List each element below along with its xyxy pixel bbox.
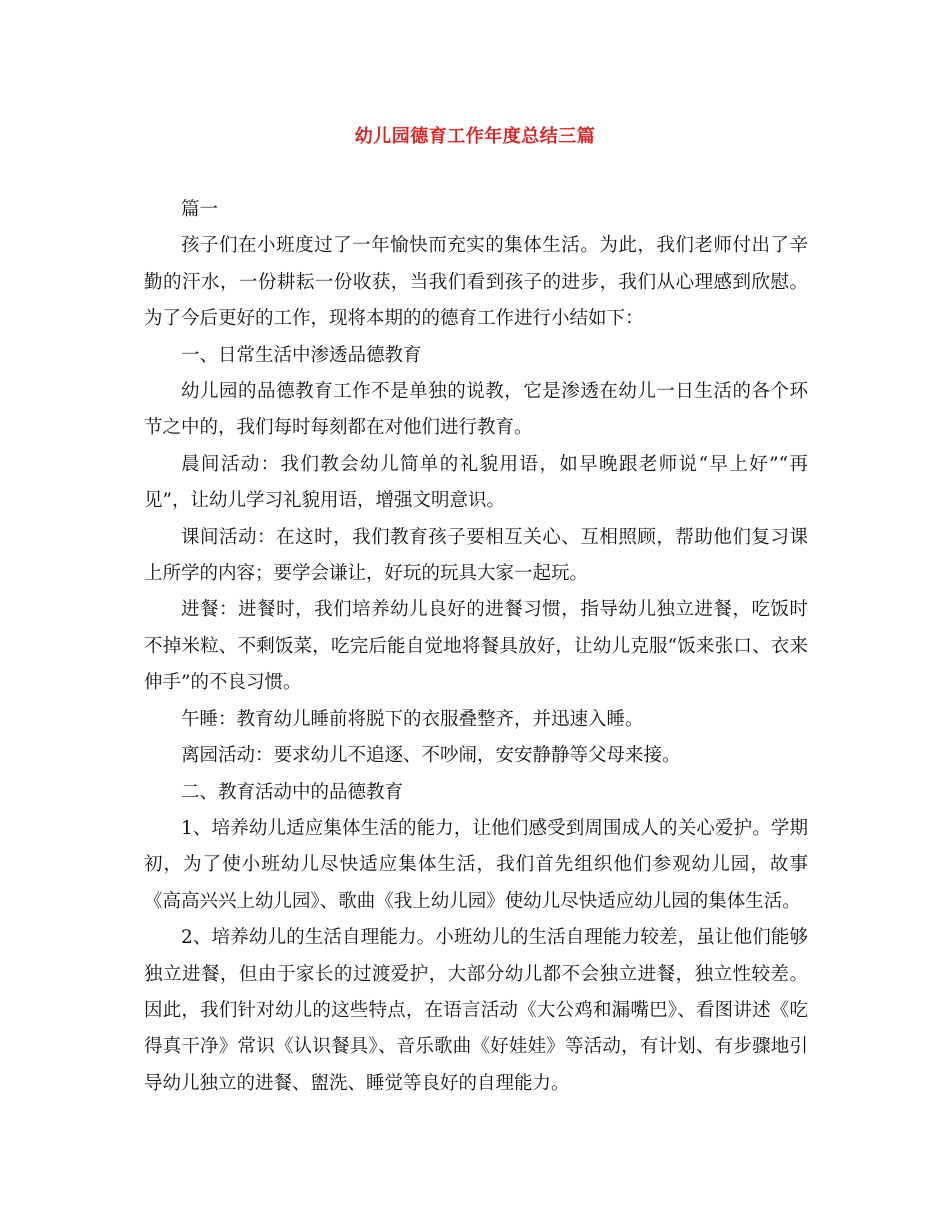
section-heading-daily-life: 一、日常生活中渗透品德教育 (181, 344, 422, 366)
document-title: 幼儿园德育工作年度总结三篇 (354, 126, 596, 147)
paragraph-moral-education: 幼儿园的品德教育工作不是单独的说教，它是渗透在幼儿一日生活的各个环节之中的，我们每时每刻都在对他们进行教育。 (144, 381, 808, 439)
section-heading-part-one: 篇一 (181, 199, 219, 220)
paragraph-departure: 离园活动：要求幼儿不追逐、不吵闹，安安静静等父母来接。 (181, 745, 681, 767)
paragraph-group-life: 1、培养幼儿适应集体生活的能力，让他们感受到周围成人的关心爱护。学期初，为了使小班幼儿尽快适应集体生活，我们首先组织他们参观幼儿园，故事《高高兴兴上幼儿园》、歌曲《我上幼儿园》使幼儿尽快适应幼儿园的集体生活。 (144, 817, 808, 912)
paragraph-intro: 孩子们在小班度过了一年愉快而充实的集体生活。为此，我们老师付出了辛勤的汗水，一份耕耘一份收获，当我们看到孩子的进步，我们从心理感到欣慰。为了今后更好的工作，现将本期的的德育工作进行小结如下： (144, 235, 808, 330)
paragraph-self-care: 2、培养幼儿的生活自理能力。小班幼儿的生活自理能力较差，虽让他们能够独立进餐，但由于家长的过渡爱护，大部分幼儿都不会独立进餐，独立性较差。因此，我们针对幼儿的这些特点，在语言活动《大公鸡和漏嘴巴》、看图讲述《吃得真干净》常识《认识餐具》、音乐歌曲《好娃娃》等活动，有计划、有步骤地引导幼儿独立的进餐、盥洗、睡觉等良好的自理能力。 (144, 927, 808, 1094)
document-body (144, 192, 808, 1102)
paragraph-meals: 进餐：进餐时，我们培养幼儿良好的进餐习惯，指导幼儿独立进餐，吃饭时不掉米粒、不剩饭菜，吃完后能自觉地将餐具放好，让幼儿克服“饭来张口、衣来伸手”的不良习惯。 (144, 599, 808, 694)
section-heading-teaching-activities: 二、教育活动中的品德教育 (181, 781, 404, 803)
paragraph-nap: 午睡：教育幼儿睡前将脱下的衣服叠整齐，并迅速入睡。 (181, 708, 644, 730)
paragraph-break-activity: 课间活动：在这时，我们教育孩子要相互关心、互相照顾，帮助他们复习课上所学的内容；要学会谦让，好玩的玩具大家一起玩。 (144, 526, 808, 585)
paragraph-morning-activity: 晨间活动：我们教会幼儿简单的礼貌用语，如早晚跟老师说“早上好”“再见”，让幼儿学习礼貌用语，增强文明意识。 (144, 453, 808, 512)
